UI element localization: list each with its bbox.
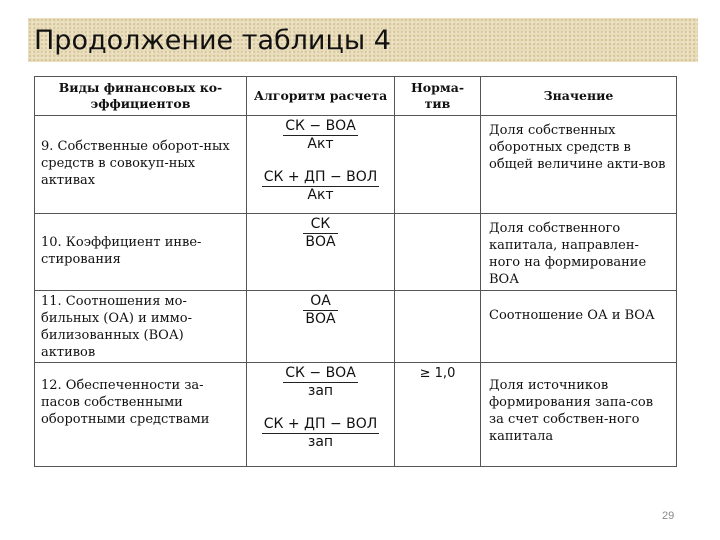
value-description: Доля собственного капитала, направлен-ного на формирование ВОА [481,214,677,291]
coefficients-table [34,76,677,467]
coefficient-name: 10. Коэффициент инве-стирования [35,214,247,291]
formula-fraction [303,293,337,328]
formula-numerator: СК + ДП − ВОЛ [263,169,378,185]
page-number: 29 [662,510,675,522]
formula-numerator: СК + ДП − ВОЛ [263,416,378,432]
formula-denominator: ВОА [305,311,336,327]
header-coefficient-types: Виды финансовых ко-эффициентов [35,77,247,116]
header-value: Значение [481,77,677,116]
formula-fraction [303,216,337,251]
formula-numerator: ОА [303,293,337,311]
formula-cell [247,291,395,363]
coefficient-name: 9. Собственные оборот-ных средств в совокуп-ных активах [35,116,247,214]
table-row [35,291,677,363]
header-norm: Норма-тив [395,77,481,116]
formula-fraction [262,416,380,451]
table-row [35,116,677,214]
formula-cell [247,116,395,214]
norm-cell [395,116,481,214]
norm-cell [395,291,481,363]
norm-cell: ≥ 1,0 [395,363,481,467]
value-description: Доля собственных оборотных средств в общей величине акти-вов [481,116,677,214]
formula-fraction [262,169,380,204]
table-row [35,214,677,291]
formula-denominator: Акт [307,136,334,152]
coefficient-name: 12. Обеспеченности за-пасов собственными оборотными средствами [35,363,247,467]
formula-numerator: СК − ВОА [285,365,356,381]
formula-denominator: зап [307,434,334,450]
table-header-row [35,77,677,116]
norm-cell [395,214,481,291]
slide-title: Продолжение таблицы 4 [34,25,391,56]
header-algorithm: Алгоритм расчета [247,77,395,116]
formula-denominator: зап [307,383,334,399]
value-description: Доля источников формирования запа-сов за счет собствен-ного капитала [481,363,677,467]
coefficient-name: 11. Соотношения мо-бильных (ОА) и иммо-билизованных (ВОА) активов [35,291,247,363]
formula-fraction [283,118,358,153]
value-description: Соотношение ОА и ВОА [481,291,677,363]
formula-denominator: ВОА [305,234,336,250]
formula-denominator: Акт [307,187,334,203]
formula-cell [247,363,395,467]
formula-cell [247,214,395,291]
formula-fraction [283,365,358,400]
formula-numerator: СК [303,216,337,234]
formula-numerator: СК − ВОА [285,118,356,134]
table-row [35,363,677,467]
